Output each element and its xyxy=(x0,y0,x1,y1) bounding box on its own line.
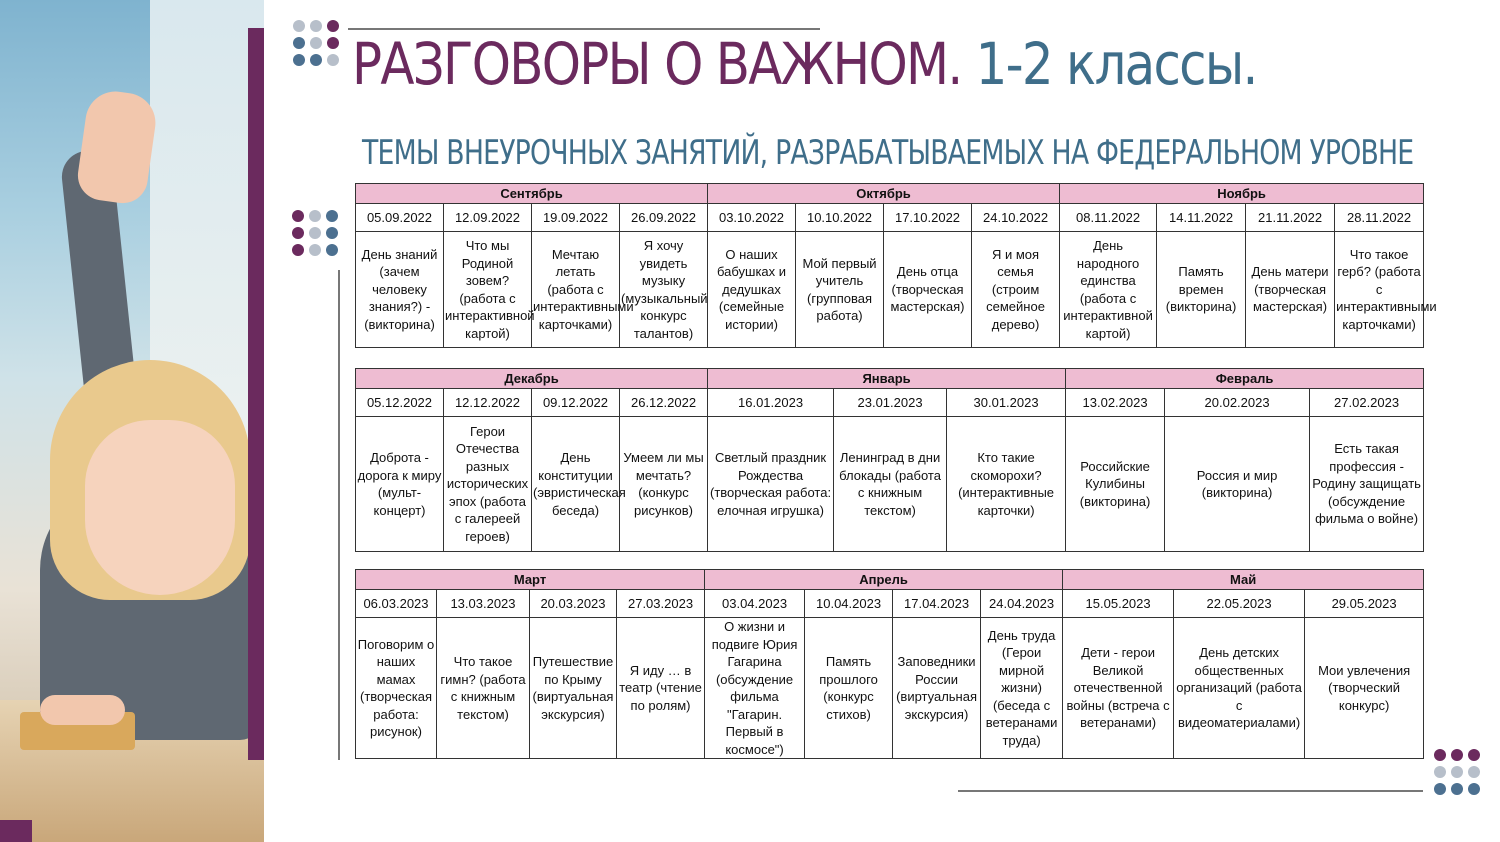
date-cell: 05.12.2022 xyxy=(356,389,444,417)
date-cell: 05.09.2022 xyxy=(356,204,444,232)
date-row xyxy=(356,389,1424,417)
decor-line-left xyxy=(338,270,340,760)
topic-cell: Дети - герои Великой отечественной войны (встреча с ветеранами) xyxy=(1063,618,1174,759)
topic-cell: Что такое гимн? (работа с книжным текстом) xyxy=(437,618,530,759)
topic-cell: Есть такая профессия - Родину защищать (обсуждение фильма о войне) xyxy=(1310,417,1424,552)
photo-girl-raising-hand xyxy=(0,0,264,842)
date-cell: 17.10.2022 xyxy=(884,204,972,232)
page-subtitle: ТЕМЫ ВНЕУРОЧНЫХ ЗАНЯТИЙ, РАЗРАБАТЫВАЕМЫХ НА ФЕДЕРАЛЬНОМ УРОВНЕ xyxy=(362,133,1414,173)
topic-cell: Российские Кулибины (викторина) xyxy=(1066,417,1165,552)
schedule-table-winter xyxy=(355,368,1424,552)
topic-cell: Я иду … в театр (чтение по ролям) xyxy=(617,618,705,759)
date-cell: 29.05.2023 xyxy=(1305,590,1424,618)
topic-cell: Я хочу увидеть музыку (музыкальный конкурс талантов) xyxy=(620,232,708,348)
topic-cell: Что такое герб? (работа с интерактивными карточками) xyxy=(1335,232,1424,348)
topic-cell: Что мы Родиной зовем? (работа с интерактивной картой) xyxy=(444,232,532,348)
month-cell: Апрель xyxy=(705,570,1063,590)
topic-row xyxy=(356,417,1424,552)
month-row xyxy=(356,369,1424,389)
photo-hand-on-book xyxy=(40,695,125,725)
month-cell: Январь xyxy=(708,369,1066,389)
date-cell: 14.11.2022 xyxy=(1157,204,1246,232)
title-main: РАЗГОВОРЫ О ВАЖНОМ. xyxy=(352,30,962,98)
date-cell: 03.10.2022 xyxy=(708,204,796,232)
month-cell: Декабрь xyxy=(356,369,708,389)
date-cell: 23.01.2023 xyxy=(834,389,947,417)
date-cell: 26.12.2022 xyxy=(620,389,708,417)
topic-cell: Герои Отечества разных исторических эпох (работа с галереей героев) xyxy=(444,417,532,552)
date-cell: 27.02.2023 xyxy=(1310,389,1424,417)
date-cell: 13.02.2023 xyxy=(1066,389,1165,417)
topic-cell: Память времен (викторина) xyxy=(1157,232,1246,348)
month-row xyxy=(356,184,1424,204)
date-cell: 20.02.2023 xyxy=(1165,389,1310,417)
date-cell: 16.01.2023 xyxy=(708,389,834,417)
date-cell: 19.09.2022 xyxy=(532,204,620,232)
accent-vertical-bar xyxy=(248,28,264,760)
topic-cell: День знаний (зачем человеку знания?) - (викторина) xyxy=(356,232,444,348)
page-title xyxy=(352,30,1257,98)
date-cell: 12.12.2022 xyxy=(444,389,532,417)
month-cell: Май xyxy=(1063,570,1424,590)
title-grades: 1-2 классы. xyxy=(975,30,1257,98)
date-cell: 24.04.2023 xyxy=(981,590,1063,618)
topic-cell: Кто такие скоморохи? (интерактивные карточки) xyxy=(947,417,1066,552)
photo-face xyxy=(85,420,235,595)
decor-line-bottom xyxy=(958,790,1423,792)
topic-cell: Мои увлечения (творческий конкурс) xyxy=(1305,618,1424,759)
date-row xyxy=(356,590,1424,618)
schedule-table-autumn xyxy=(355,183,1437,348)
date-cell: 17.04.2023 xyxy=(893,590,981,618)
topic-cell: Поговорим о наших мамах (творческая работа: рисунок) xyxy=(356,618,437,759)
date-cell: 21.11.2022 xyxy=(1246,204,1335,232)
date-cell: 20.03.2023 xyxy=(530,590,617,618)
date-cell: 28.11.2022 xyxy=(1335,204,1424,232)
topic-cell: День народного единства (работа с интерактивной картой) xyxy=(1060,232,1157,348)
date-cell: 22.05.2023 xyxy=(1174,590,1305,618)
date-cell: 27.03.2023 xyxy=(617,590,705,618)
topic-cell: День труда (Герои мирной жизни) (беседа с ветеранами труда) xyxy=(981,618,1063,759)
month-cell: Сентябрь xyxy=(356,184,708,204)
topic-cell: День матери (творческая мастерская) xyxy=(1246,232,1335,348)
topic-cell: Россия и мир (викторина) xyxy=(1165,417,1310,552)
topic-cell: Мой первый учитель (групповая работа) xyxy=(796,232,884,348)
decor-dots-middle xyxy=(292,210,338,256)
date-cell: 06.03.2023 xyxy=(356,590,437,618)
topic-cell: День отца (творческая мастерская) xyxy=(884,232,972,348)
topic-row xyxy=(356,618,1424,759)
month-row xyxy=(356,570,1424,590)
schedule-table-spring xyxy=(355,569,1424,759)
month-cell: Ноябрь xyxy=(1060,184,1424,204)
topic-cell: О жизни и подвиге Юрия Гагарина (обсуждение фильма "Гагарин. Первый в космосе") xyxy=(705,618,805,759)
photo-raised-hand xyxy=(75,88,160,207)
month-cell: Октябрь xyxy=(708,184,1060,204)
month-cell: Февраль xyxy=(1066,369,1424,389)
topic-cell: О наших бабушках и дедушках (семейные истории) xyxy=(708,232,796,348)
date-cell: 24.10.2022 xyxy=(972,204,1060,232)
topic-cell: Заповедники России (виртуальная экскурсия) xyxy=(893,618,981,759)
date-cell: 26.09.2022 xyxy=(620,204,708,232)
topic-cell: День конституции (эвристическая беседа) xyxy=(532,417,620,552)
date-cell: 12.09.2022 xyxy=(444,204,532,232)
date-row xyxy=(356,204,1424,232)
date-cell: 13.03.2023 xyxy=(437,590,530,618)
topic-cell: Умеем ли мы мечтать? (конкурс рисунков) xyxy=(620,417,708,552)
topic-cell: День детских общественных организаций (работа с видеоматериалами) xyxy=(1174,618,1305,759)
date-cell: 10.04.2023 xyxy=(805,590,893,618)
topic-cell: Мечтаю летать (работа с интерактивными карточками) xyxy=(532,232,620,348)
topic-cell: Ленинград в дни блокады (работа с книжным текстом) xyxy=(834,417,947,552)
topic-cell: Память прошлого (конкурс стихов) xyxy=(805,618,893,759)
date-cell: 15.05.2023 xyxy=(1063,590,1174,618)
topic-cell: Я и моя семья (строим семейное дерево) xyxy=(972,232,1060,348)
date-cell: 10.10.2022 xyxy=(796,204,884,232)
topic-cell: Доброта - дорога к миру (мульт-концерт) xyxy=(356,417,444,552)
date-cell: 03.04.2023 xyxy=(705,590,805,618)
topic-row xyxy=(356,232,1424,348)
accent-corner-block xyxy=(0,820,32,842)
date-cell: 08.11.2022 xyxy=(1060,204,1157,232)
date-cell: 30.01.2023 xyxy=(947,389,1066,417)
date-cell: 09.12.2022 xyxy=(532,389,620,417)
month-cell: Март xyxy=(356,570,705,590)
decor-dots-top xyxy=(293,20,339,66)
topic-cell: Путешествие по Крыму (виртуальная экскурсия) xyxy=(530,618,617,759)
topic-cell: Светлый праздник Рождества (творческая работа: елочная игрушка) xyxy=(708,417,834,552)
decor-dots-bottom xyxy=(1434,749,1480,795)
